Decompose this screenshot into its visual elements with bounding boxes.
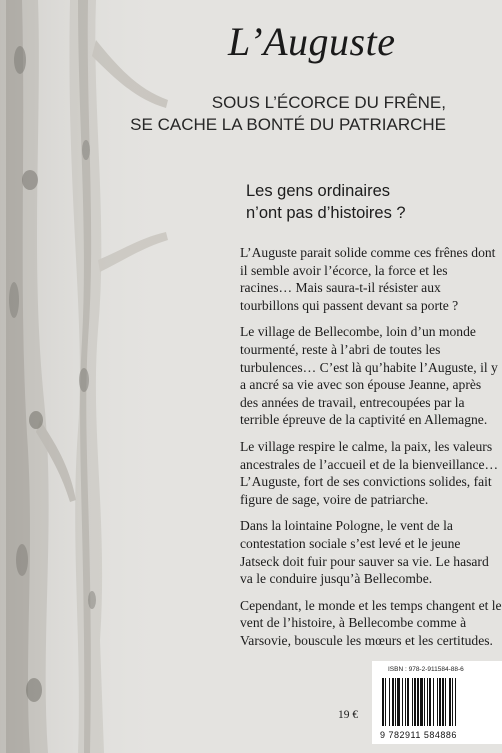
subtitle-line: SOUS L’ÉCORCE DU FRÊNE,	[211, 93, 446, 112]
synopsis-paragraph: Dans la lointaine Pologne, le vent de la contestation sociale s’est levé et le jeune Jatseck doit fuir pour sauver sa vie. Le hasard va le conduire jusqu’à Bellecombe.	[240, 518, 489, 587]
barcode-number: 9 782911 584886	[380, 730, 457, 740]
subtitle	[130, 92, 446, 136]
isbn-label: ISBN : 978-2-911584-88-6	[388, 666, 464, 673]
book-title: L’Auguste	[228, 19, 396, 64]
tagline-line: n’ont pas d’histoires ?	[246, 204, 406, 222]
synopsis-paragraph: Le village de Bellecombe, loin d’un monde tourmenté, reste à l’abri de toutes les turbulences… C’est là qu’habite l’Auguste, il y a ancré sa vie avec son épouse Jeanne, après des années de travail, entrecoupées par la terrible épreuve de la captivité en Allemagne.	[240, 324, 498, 428]
subtitle-line: SE CACHE LA BONTÉ DU PATRIARCHE	[130, 115, 446, 134]
synopsis-paragraph: Le village respire le calme, la paix, les valeurs ancestrales de l’accueil et de la bienveillance… L’Auguste, fort de ses convictions solides, fait figure de sage, voire de patriarche.	[240, 438, 499, 507]
synopsis	[240, 244, 502, 658]
synopsis-paragraph: Cependant, le monde et les temps changent et le vent de l’histoire, à Bellecombe comme à Varsovie, bouscule les mœurs et les certitudes.	[240, 597, 502, 648]
barcode-icon	[378, 678, 496, 730]
tagline-line: Les gens ordinaires	[246, 182, 391, 200]
price: 19 €	[338, 709, 359, 721]
tagline	[246, 180, 406, 224]
synopsis-paragraph: L’Auguste parait solide comme ces frênes dont il semble avoir l’écorce, la force et les racines… Mais saura-t-il résister aux tourbillons qui passent devant sa porte ?	[240, 245, 496, 313]
